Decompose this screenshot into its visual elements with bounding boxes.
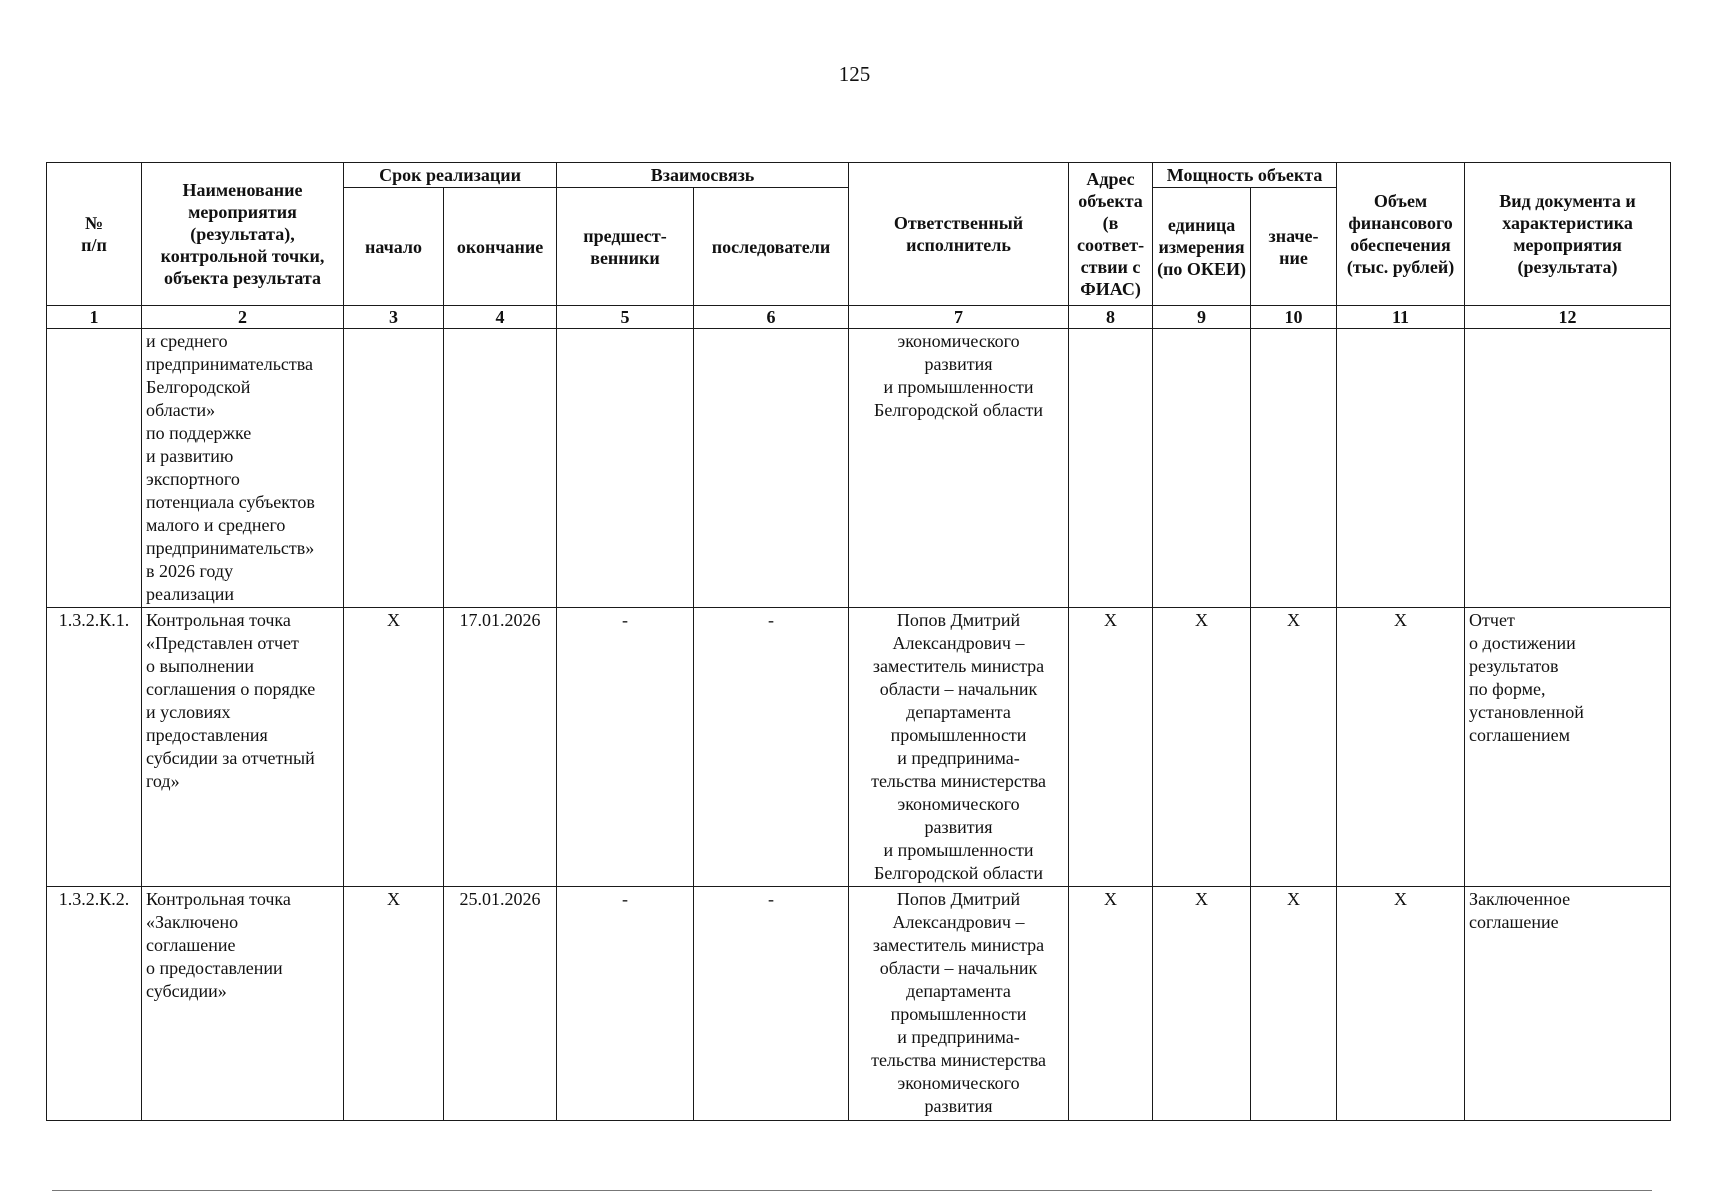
column-number: 6 [694,306,849,329]
cell-finance: X [1337,608,1465,887]
cell-responsible: экономического развития и промышленности Белгородской области [849,329,1069,608]
cell-name: и среднего предпринимательства Белгородской области» по поддержке и развитию экспортного потенциала субъектов малого и среднего предпринимательств» в 2026 году реализации [142,329,344,608]
cell-doc-type: Заключенное соглашение [1465,887,1671,1121]
column-number: 5 [557,306,694,329]
cell-value: X [1251,887,1337,1121]
header-link-succ: последователи [694,188,849,306]
cell-unit: X [1153,608,1251,887]
header-capacity-unit: единица измерения (по ОКЕИ) [1153,188,1251,306]
header-link-group: Взаимосвязь [557,163,849,188]
cell-unit: X [1153,887,1251,1121]
cell-successors: - [694,887,849,1121]
cell-address [1069,329,1153,608]
header-doc-type: Вид документа и характеристика мероприятия (результата) [1465,163,1671,306]
header-capacity-value: значе- ние [1251,188,1337,306]
cell-finance: X [1337,887,1465,1121]
cell-num: 1.3.2.К.1. [47,608,142,887]
column-number: 8 [1069,306,1153,329]
header-term-start: начало [344,188,444,306]
cell-start: X [344,887,444,1121]
cell-end: 25.01.2026 [444,887,557,1121]
header-term-group: Срок реализации [344,163,557,188]
table-row [47,887,1671,1121]
header-capacity-group: Мощность объекта [1153,163,1337,188]
header-name: Наименование мероприятия (результата), контрольной точки, объекта результата [142,163,344,306]
cell-finance [1337,329,1465,608]
cell-doc-type: Отчет о достижении результатов по форме, установленной соглашением [1465,608,1671,887]
cell-address: X [1069,887,1153,1121]
bottom-edge-rule [52,1190,1652,1191]
cell-successors: - [694,608,849,887]
header-address: Адрес объекта (в соответ-ствии с ФИАС) [1069,163,1153,306]
page-number: 125 [838,62,871,86]
column-number: 10 [1251,306,1337,329]
cell-value [1251,329,1337,608]
cell-unit [1153,329,1251,608]
cell-value: X [1251,608,1337,887]
measures-table [46,162,1671,1121]
column-number: 11 [1337,306,1465,329]
cell-num: 1.3.2.К.2. [47,887,142,1121]
cell-start: X [344,608,444,887]
cell-predecessors: - [557,887,694,1121]
table-row [47,608,1671,887]
header-link-pred: предшест- венники [557,188,694,306]
column-number: 1 [47,306,142,329]
cell-predecessors [557,329,694,608]
table-row [47,329,1671,608]
column-number: 7 [849,306,1069,329]
column-number: 12 [1465,306,1671,329]
cell-end: 17.01.2026 [444,608,557,887]
header-num: № п/п [47,163,142,306]
column-number: 9 [1153,306,1251,329]
header-finance: Объем финансового обеспечения (тыс. рублей) [1337,163,1465,306]
cell-num [47,329,142,608]
cell-start [344,329,444,608]
cell-name: Контрольная точка «Заключено соглашение о предоставлении субсидии» [142,887,344,1121]
header-term-end: окончание [444,188,557,306]
cell-address: X [1069,608,1153,887]
header-responsible: Ответственный исполнитель [849,163,1069,306]
header-row-groups [47,163,1671,188]
cell-predecessors: - [557,608,694,887]
column-number: 4 [444,306,557,329]
column-number-row [47,306,1671,329]
cell-responsible: Попов Дмитрий Александрович – заместитель министра области – начальник департамента промышленности и предпринима- тельства министерства экономического развития [849,887,1069,1121]
column-number: 2 [142,306,344,329]
cell-responsible: Попов Дмитрий Александрович – заместитель министра области – начальник департамента промышленности и предпринима- тельства министерства экономического развития и промышленности Белгородской области [849,608,1069,887]
column-number: 3 [344,306,444,329]
table-body [47,329,1671,1121]
cell-doc-type [1465,329,1671,608]
cell-end [444,329,557,608]
table-header [47,163,1671,329]
cell-name: Контрольная точка «Представлен отчет о выполнении соглашения о порядке и условиях предоставления субсидии за отчетный год» [142,608,344,887]
cell-successors [694,329,849,608]
